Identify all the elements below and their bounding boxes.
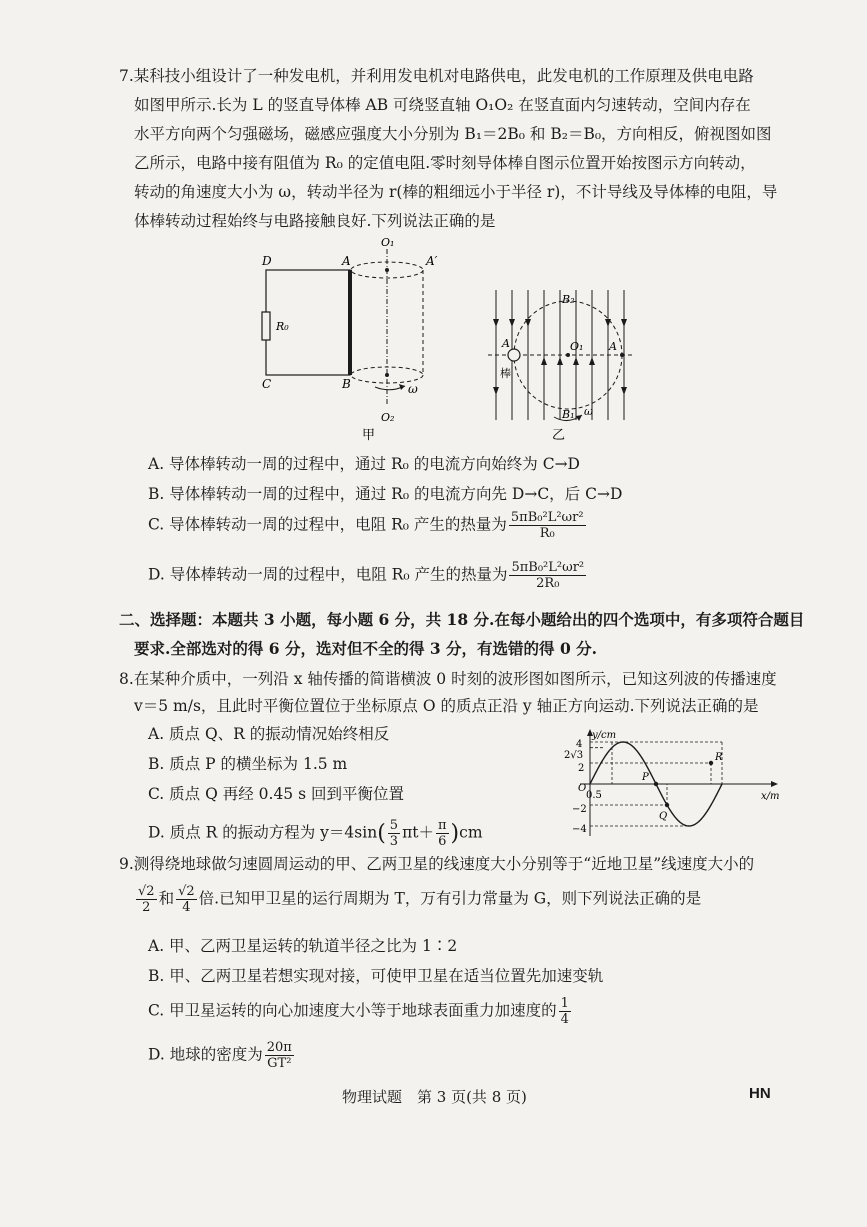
caption-yi: 乙 — [552, 428, 566, 443]
caption-jia: 甲 — [362, 428, 376, 443]
q7-line-3: 水平方向两个匀强磁场，磁感应强度大小分别为 B₁＝2B₀ 和 B₂＝B₀，方向相反，俯视图如图 — [134, 125, 772, 143]
section2-heading-line2: 要求.全部选对的得 6 分，选对但不全的得 3 分，有选错的得 0 分. — [134, 639, 598, 658]
y-tick-neg2: −2 — [572, 804, 587, 815]
q7-option-d-text: D. 导体棒转动一周的过程中，电阻 R₀ 产生的热量为 — [148, 565, 508, 584]
label-b1: B₁ — [562, 408, 575, 421]
x-tick-0.5: 0.5 — [586, 790, 602, 801]
label-r0: R₀ — [276, 320, 289, 333]
q8-line-1: 8.在某种介质中，一列沿 x 轴传播的简谐横波 0 时刻的波形图如图所示，已知这列波的传播速度 — [119, 670, 777, 688]
label-omega-yi: ω — [584, 405, 593, 418]
y-tick-2: 2 — [578, 763, 585, 774]
q7-line-5: 转动的角速度大小为 ω，转动半径为 r(棒的粗细远小于半径 r)，不计导线及导体棒的电阻，导 — [134, 183, 778, 201]
label-b: B — [342, 377, 351, 391]
point-r — [709, 761, 713, 765]
q9-option-c-text: C. 甲卫星运转的向心加速度大小等于地球表面重力加速度的 — [148, 1001, 557, 1020]
q9-option-c — [148, 996, 573, 1027]
q7-line-6: 体棒转动过程始终与电路接触良好.下列说法正确的是 — [134, 212, 496, 230]
resistor-r0 — [262, 312, 270, 340]
point-label-p: P — [642, 772, 649, 783]
q9-option-d-text: D. 地球的密度为 — [148, 1045, 263, 1064]
q9-frac-1: $\frac{√2}{2}$ — [138, 884, 155, 915]
label-a: A — [342, 254, 351, 268]
label-o1-yi: O₁ — [570, 340, 584, 353]
wave-chart — [550, 728, 790, 843]
q8-option-d-text: D. 质点 R 的振动方程为 y＝4sin — [148, 823, 378, 842]
section2-heading-line1: 二、选择题：本题共 3 小题，每小题 6 分，共 18 分.在每小题给出的四个选项中，有多项符合题目 — [119, 610, 805, 629]
y-tick-4: 4 — [576, 739, 583, 750]
point-p — [654, 782, 658, 786]
q9-option-c-fraction: $\frac{1}{4}$ — [560, 996, 569, 1027]
q9-option-a: A. 甲、乙两卫星运转的轨道半径之比为 1∶2 — [148, 937, 458, 955]
q8-option-a: A. 质点 Q、R 的振动情况始终相反 — [148, 725, 390, 743]
q9-option-d-fraction: $\frac{20\pi}{\text{GT²}}$ — [266, 1040, 292, 1071]
label-omega: ω — [408, 382, 418, 396]
point-label-q: Q — [659, 811, 668, 822]
q7-line-1: 7.某科技小组设计了一种发电机，并利用发电机对电路供电，此发电机的工作原理及供电电路 — [119, 67, 754, 85]
q9-line-2: $\frac{√2}{2}$ 和 $\frac{√2}{4}$ 倍.已知甲卫星的运行周期为 T，万有引力常量为 G，则下列说法正确的是 — [138, 884, 702, 915]
label-a-right: A — [609, 340, 617, 353]
q7-option-c — [148, 510, 588, 541]
label-o2: O₂ — [381, 411, 395, 424]
q7-option-b: B. 导体棒转动一周的过程中，通过 R₀ 的电流方向先 D→C，后 C→D — [148, 485, 623, 503]
label-c: C — [262, 377, 272, 391]
q9-line-1: 9.测得绕地球做匀速圆周运动的甲、乙两卫星的线速度大小分别等于“近地卫星”线速度大小的 — [119, 855, 755, 873]
q9-option-d — [148, 1040, 296, 1071]
chart-origin: O — [578, 783, 587, 794]
label-b2: B₂ — [562, 293, 575, 306]
y-tick-neg4: −4 — [572, 824, 587, 835]
q9-option-b: B. 甲、乙两卫星若想实现对接，可使甲卫星在适当位置先加速变轨 — [148, 967, 604, 985]
figure-yi — [484, 285, 644, 445]
q8-option-c: C. 质点 Q 再经 0.45 s 回到平衡位置 — [148, 785, 404, 803]
label-rod: 棒 — [500, 367, 511, 380]
q7-line-4: 乙所示，电路中接有阻值为 R₀ 的定值电阻.零时刻导体棒自图示位置开始按图示方向转动， — [134, 154, 756, 172]
q7-option-d-fraction: $\frac{\text{5πB₀²L²ωr²}}{\text{2R₀}}$ — [511, 560, 585, 591]
q7-option-a: A. 导体棒转动一周的过程中，通过 R₀ 的电流方向始终为 C→D — [148, 455, 580, 473]
q8-d-frac-a: $\frac{5}{3}$ — [389, 818, 399, 849]
q8-line-2: v＝5 m/s，且此时平衡位置位于坐标原点 O 的质点正沿 y 轴正方向运动.下列说法正确的是 — [134, 697, 759, 715]
q8-d-frac-b: $\frac{\pi}{6}$ — [438, 818, 447, 849]
chart-xlabel: x/m — [761, 791, 780, 802]
y-tick-2sqrt3: 2√3 — [564, 750, 584, 761]
label-o1: O₁ — [381, 236, 395, 249]
chart-ylabel: y/cm — [592, 730, 617, 741]
q9-frac-2: $\frac{√2}{4}$ — [178, 884, 195, 915]
label-a-prime: A′ — [426, 254, 438, 268]
footer-code: HN — [749, 1085, 771, 1102]
label-a-left: A — [502, 337, 510, 350]
page-footer: 物理试题 第 3 页(共 8 页) — [342, 1088, 527, 1106]
q7-option-c-fraction: $\frac{\text{5πB₀²L²ωr²}}{\text{R₀}}$ — [510, 510, 584, 541]
point-label-r: R — [715, 752, 723, 763]
q7-option-d — [148, 560, 588, 591]
q7-option-c-text: C. 导体棒转动一周的过程中，电阻 R₀ 产生的热量为 — [148, 515, 507, 534]
q7-line-2: 如图甲所示.长为 L 的竖直导体棒 AB 可绕竖直轴 O₁O₂ 在竖直面内匀速转动，空间内存在 — [134, 96, 751, 114]
figure-jia — [250, 235, 460, 445]
rod-cross-section — [508, 349, 520, 361]
label-d: D — [262, 254, 272, 268]
q8-option-b: B. 质点 P 的横坐标为 1.5 m — [148, 755, 348, 773]
point-q — [665, 803, 669, 807]
x-axis-arrow — [771, 781, 778, 787]
q8-option-d: D. 质点 R 的振动方程为 y＝4sin( $\frac{5}{3}$ πt＋ $\frac{\pi}{6}$ )cm — [148, 818, 483, 849]
